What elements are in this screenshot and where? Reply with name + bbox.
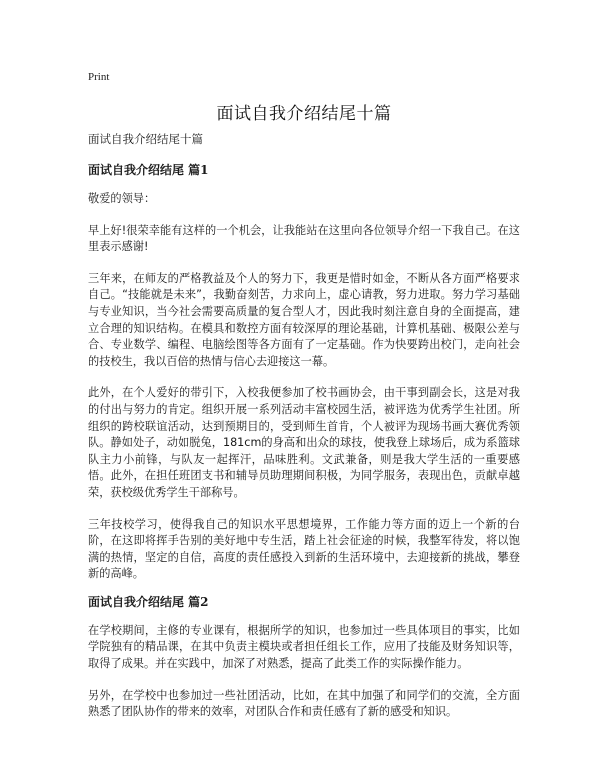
paragraph: 在学校期间，主修的专业课有，根据所学的知识，也参加过一些具体项目的事实，比如学院独有的精品课，在其中负责主模块或者担任组长工作，应用了技能及财务知识等，取得了成果。并在实践中，加深了对熟悉，提高了此类工作的实际操作能力。: [88, 623, 520, 671]
paragraph: 三年技校学习，使得我自己的知识水平思想境界，工作能力等方面的迈上一个新的台阶，在这即将挥手告别的美好地中专生活，踏上社会征途的时候，我整军待发，将以饱满的热情，坚定的自信，高度的责任感投入到新的生活环境中，去迎接新的挑战，攀登新的高峰。: [88, 517, 520, 581]
paragraph-greeting: 敬爱的领导：: [88, 192, 156, 205]
paragraph: 另外，在学校中也参加过一些社团活动，比如，在其中加强了和同学们的交流，全方面熟悉了团队协作的带来的效率，对团队合作和责任感有了新的感受和知识。: [88, 688, 520, 719]
section-heading-2: 面试自我介绍结尾 篇2: [88, 594, 209, 609]
paragraph: 此外，在个人爱好的带引下，入校我便参加了校书画协会，由干事到副会长，这是对我的付出与努力的肯定。组织开展一系列活动丰富校园生活，被评选为优秀学生社团。所组织的跨校联谊活动，达到预期目的，受到师生首肯，个人被评为现场书画大赛优秀领队。静如处子，动如脱兔，181cm的身高和出众的球技，使我登上球场后，成为系篮球队主力小前锋，与队友一起挥汗，品味胜利。文武兼备，则是我大学生活的一重要感悟。此外，在担任班团支书和辅导员助理期间积极，为同学服务，表现出色，贡献卓越荣，获校级优秀学生干部称号。: [88, 386, 520, 499]
print-link[interactable]: Print: [88, 71, 110, 83]
paragraph: 早上好!很荣幸能有这样的一个机会，让我能站在这里向各位领导介绍一下我自己。在这里表示感谢!: [88, 223, 520, 254]
page-title: 面试自我介绍结尾十篇: [216, 104, 392, 124]
paragraph: 三年来，在师友的严格教益及个人的努力下，我更是惜时如金，不断从各方面严格要求自己。“技能就是未来”，我勤奋刻苦，力求向上，虚心请教，努力进取。努力学习基础与专业知识，当今社会需要高质量的复合型人才，因此我时刻注意自身的全面提高，建立合理的知识结构。在模具和数控方面有较深厚的理论基础，计算机基础、极限公差与合、专业数学、编程、电脑绘图等各方面有了一定基础。作为快要跨出校门，走向社会的技校生，我以百倍的热情与信心去迎接这一幕。: [88, 271, 520, 368]
document-subtitle: 面试自我介绍结尾十篇: [88, 132, 203, 146]
document-body: [88, 131, 520, 736]
section-heading-1: 面试自我介绍结尾 篇1: [88, 163, 209, 177]
